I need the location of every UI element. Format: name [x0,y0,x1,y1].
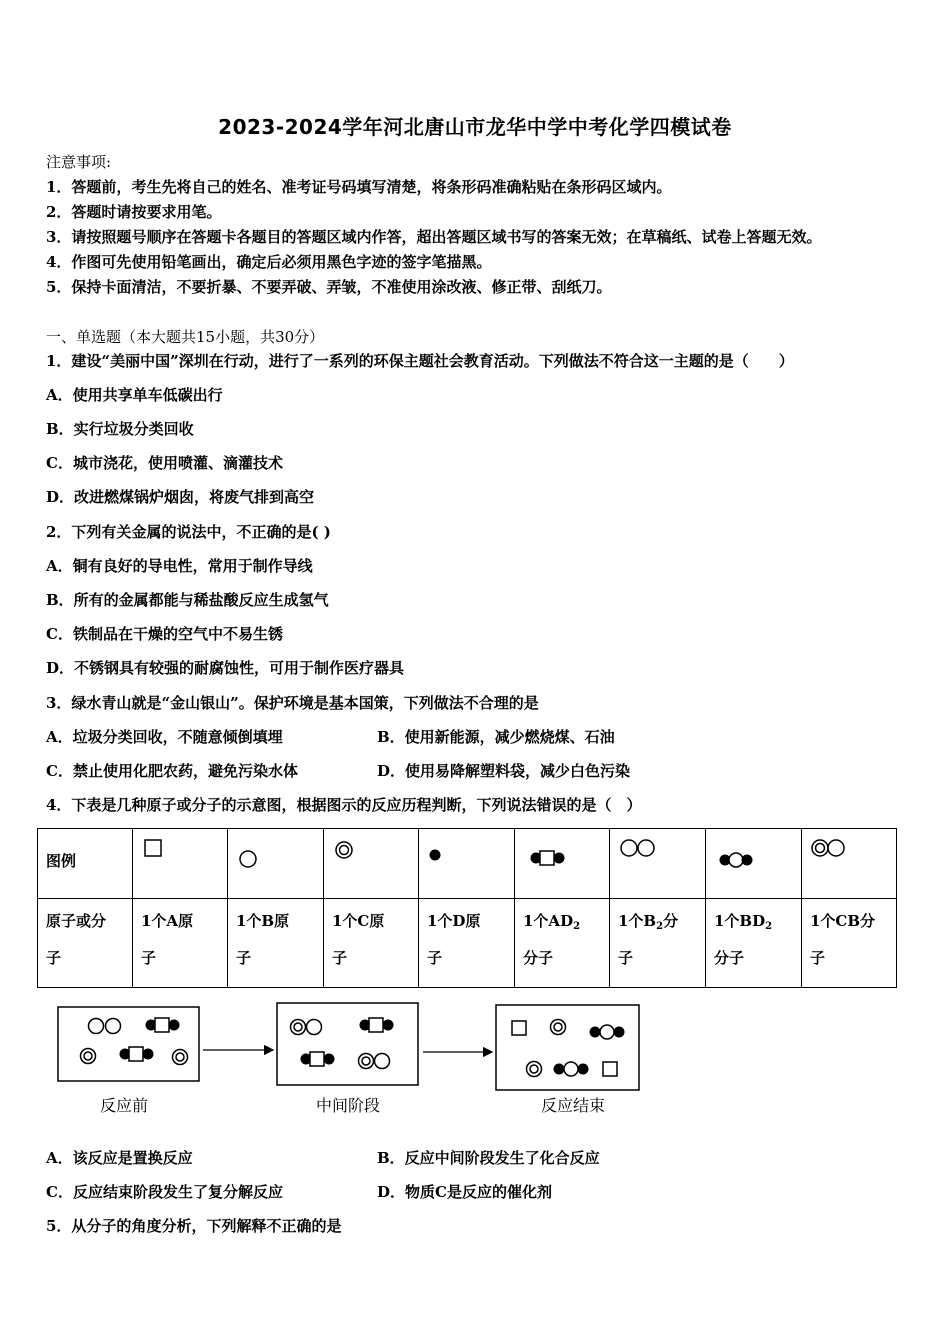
double-circle-atom-icon [551,1020,566,1035]
question-2-stem: 2．下列有关金属的说法中，不正确的是( ) [46,523,331,541]
q1-option-b: B．实行垃圾分类回收 [46,420,194,438]
reaction-diagram [40,1000,660,1100]
q2-option-d: D．不锈钢具有较强的耐腐蚀性，可用于制作医疗器具 [46,659,405,677]
solid-dot-atom-icon [419,829,514,898]
legend-name-cell: 1个A原 子 [133,899,228,988]
double-circle-atom-icon [324,829,419,898]
stage-middle-box [277,1003,418,1085]
notice-heading: 注意事项: [46,153,112,171]
notice-item: 3．请按照题号顺序在答题卡各题目的答题区域内作答，超出答题区域书写的答案无效；在草稿纸、试卷上答题无效。 [46,228,822,246]
double-circle-atom-icon [527,1062,542,1077]
notice-item: 1．答题前，考生先将自己的姓名、准考证号码填写清楚，将条形码准确粘贴在条形码区域内。 [46,178,672,196]
notice-item: 5．保持卡面清洁，不要折暴、不要弄破、弄皱，不准使用涂改液、修正带、刮纸刀。 [46,278,612,296]
ad2-molecule-icon [360,1018,394,1032]
circle-atom-icon [228,829,323,898]
q4-option-d: D．物质C是反应的催化剂 [377,1183,552,1201]
legend-name-cell: 1个C原 子 [324,899,419,988]
legend-name-cell: 1个CB分 子 [802,899,897,988]
cb-molecule-icon [802,829,897,898]
q3-option-b: B．使用新能源，减少燃烧煤、石油 [377,728,615,746]
question-3-stem: 3．绿水青山就是“金山银山”。保护环境是基本国策，下列做法不合理的是 [46,694,539,712]
q3-option-a: A．垃圾分类回收，不随意倾倒填埋 [46,728,283,746]
bd2-molecule-icon [590,1025,625,1039]
q4-option-b: B．反应中间阶段发生了化合反应 [377,1149,600,1167]
double-circle-atom-icon [173,1050,188,1065]
q1-option-c: C．城市浇花，使用喷灌、滴灌技术 [46,454,283,472]
square-atom-icon [603,1062,617,1076]
stage-caption-before: 反应前 [100,1096,149,1115]
q2-option-c: C．铁制品在干燥的空气中不易生锈 [46,625,283,643]
notice-item: 4．作图可先使用铅笔画出，确定后必须用黑色字迹的签字笔描黑。 [46,253,492,271]
q1-option-d: D．改进燃煤锅炉烟囱，将废气排到高空 [46,488,315,506]
b2-molecule-icon [610,829,705,898]
b2-molecule-icon [89,1019,121,1034]
cb-molecule-icon [359,1054,390,1069]
square-atom-icon [512,1021,526,1035]
stage-caption-middle: 中间阶段 [316,1096,381,1115]
section-heading: 一、单选题（本大题共15小题，共30分） [46,328,325,346]
atom-legend-table [37,828,897,988]
legend-name-cell: 1个$BD_2$ 分子 [706,899,802,988]
legend-label-cell: 原子或分 子 [38,899,133,988]
ad2-molecule-icon [120,1047,154,1061]
q3-option-c: C．禁止使用化肥农药，避免污染水体 [46,762,298,780]
question-4-stem: 4．下表是几种原子或分子的示意图，根据图示的反应历程判断，下列说法错误的是（ ） [46,796,642,814]
q4-option-c: C．反应结束阶段发生了复分解反应 [46,1183,283,1201]
ad2-molecule-icon [515,829,610,898]
legend-name-cell: 1个B原 子 [228,899,324,988]
square-atom-icon [133,829,228,898]
legend-name-cell: 1个$B_2$分 子 [610,899,706,988]
ad2-molecule-icon [146,1018,180,1032]
double-circle-atom-icon [81,1049,96,1064]
bd2-molecule-icon [706,829,801,898]
q2-option-b: B．所有的金属都能与稀盐酸反应生成氢气 [46,591,329,609]
stage-before-box [58,1007,199,1081]
notice-item: 2．答题时请按要求用笔。 [46,203,222,221]
q1-option-a: A．使用共享单车低碳出行 [46,386,223,404]
question-5-stem: 5．从分子的角度分析，下列解释不正确的是 [46,1217,342,1235]
legend-row-label: 图例 [46,852,77,870]
legend-name-cell: 1个D原 子 [419,899,515,988]
q2-option-a: A．铜有良好的导电性，常用于制作导线 [46,557,313,575]
stage-caption-end: 反应结束 [541,1096,606,1115]
question-1-stem: 1．建设“美丽中国”深圳在行动，进行了一系列的环保主题社会教育活动。下列做法不符合这一主题的是（ ） [46,352,794,370]
stage-end-box [496,1005,639,1090]
q4-option-a: A．该反应是置换反应 [46,1149,193,1167]
q3-option-d: D．使用易降解塑料袋，减少白色污染 [377,762,631,780]
ad2-molecule-icon [301,1052,335,1066]
bd2-molecule-icon [554,1062,589,1076]
cb-molecule-icon [291,1020,322,1035]
page-title: 2023-2024学年河北唐山市龙华中学中考化学四模试卷 [218,115,732,139]
legend-name-cell: 1个$AD_2$ 分子 [515,899,610,988]
